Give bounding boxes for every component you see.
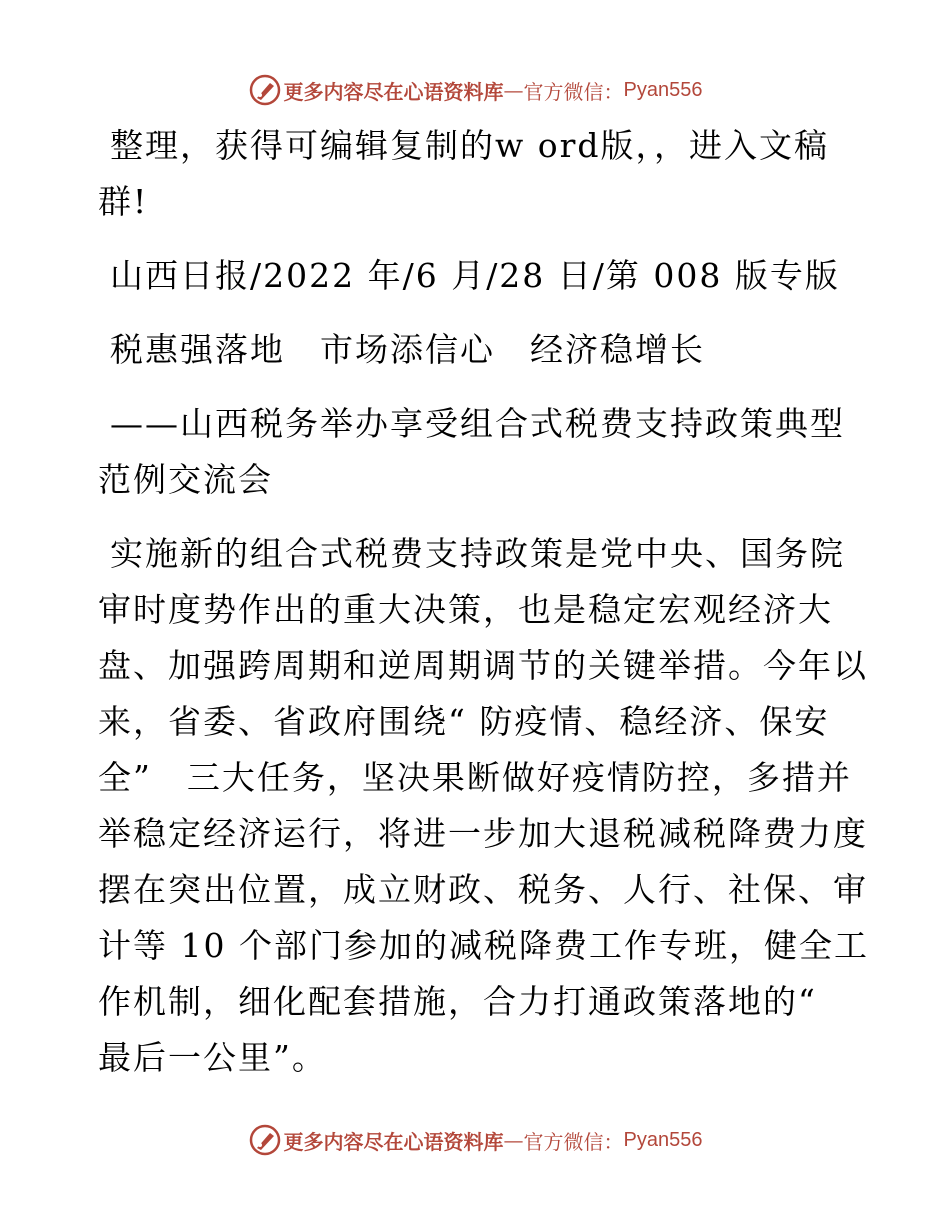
body-line-6: 举稳定经济运行，将进一步加大退税减税降费力度 [98, 814, 868, 853]
body-line-5: 全” 三大任务，坚决果断做好疫情防控，多措并 [98, 758, 852, 797]
header-banner [0, 70, 950, 110]
source-line: 山西日报/2022 年/6 月/28 日/第 008 版专版 [110, 256, 840, 295]
body-line-2: 审时度势作出的重大决策，也是稳定宏观经济大 [98, 590, 833, 629]
body-paragraph [98, 526, 869, 1086]
banner-brand-text: 更多内容尽在心语资料库 [283, 1129, 504, 1154]
body-line-3: 盘、加强跨周期和逆周期调节的关键举措。今年以 [98, 646, 868, 685]
body-line-9: 作机制，细化配套措施，合力打通政策落地的“ [98, 982, 817, 1021]
body-line-8: 计等 10 个部门参加的减税降费工作专班，健全工 [98, 926, 869, 965]
body-line-1: 实施新的组合式税费支持政策是党中央、国务院 [110, 534, 845, 573]
body-line-10: 最后一公里”。 [98, 1038, 327, 1077]
banner-dash: — [503, 78, 524, 102]
intro-line-2: 群! [98, 182, 149, 221]
pen-logo-icon [248, 1123, 282, 1157]
banner-contact-label: 官方微信： [523, 1129, 624, 1154]
banner-contact-label: 官方微信： [523, 79, 624, 104]
document-content [98, 118, 869, 1086]
headline: 税惠强落地 市场添信心 经济稳增长 [110, 330, 705, 369]
subheadline-line-2: 范例交流会 [98, 460, 273, 499]
intro-line-1: 整理，获得可编辑复制的w ord版，，进入文稿 [110, 126, 830, 165]
pen-logo-icon [248, 73, 282, 107]
subheadline [98, 396, 858, 508]
footer-banner [0, 1120, 950, 1160]
intro-paragraph [98, 118, 858, 230]
banner-dash: — [503, 1128, 524, 1152]
banner-wechat-id: Pyan556 [623, 78, 703, 101]
banner-brand-text: 更多内容尽在心语资料库 [283, 79, 504, 104]
subheadline-line-1: ——山西税务举办享受组合式税费支持政策典型 [110, 404, 845, 443]
body-line-4: 来，省委、省政府围绕“ 防疫情、稳经济、保安 [98, 702, 830, 741]
body-line-7: 摆在突出位置，成立财政、税务、人行、社保、审 [98, 870, 868, 909]
banner-wechat-id: Pyan556 [623, 1128, 703, 1151]
